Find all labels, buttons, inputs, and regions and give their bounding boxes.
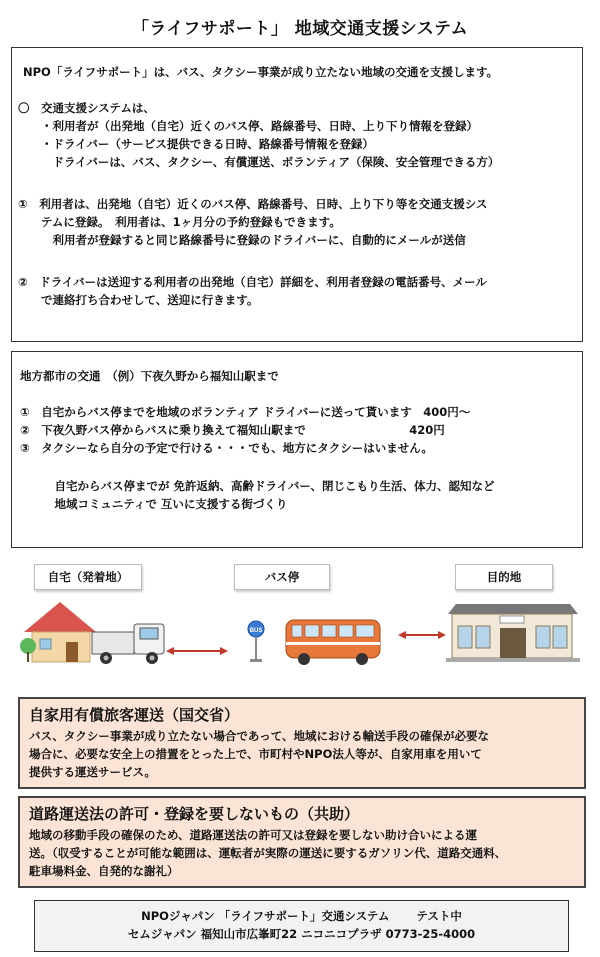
page-title: 「ライフサポート」 地域交通支援システム: [131, 19, 469, 39]
paid-transport-line: 場合に、必要な安全上の措置をとった上で、市町村やNPO法人等が、自家用車を用いて: [29, 747, 482, 761]
double-arrow-icon: [166, 647, 228, 655]
overview-line: ② ドライバーは送迎する利用者の出発地（自宅）詳細を、利用者登録の電話番号、メール: [18, 275, 487, 289]
footer-address-line: セムジャパン 福知山市広峯町22 ニコニコプラザ 0773-25-4000: [127, 927, 476, 941]
overview-line: 〇 交通支援システムは、: [18, 101, 155, 115]
double-arrow-icon: [398, 631, 446, 639]
overview-line: ドライバーは、バス、タクシー、有償運送、ボランティア（保険、安全管理できる方）: [18, 155, 500, 169]
example-line: 自宅からバス停までが 免許返納、高齢ドライバー、閉じこもり生活、体力、認知など: [20, 479, 495, 493]
mutual-aid-line: 地域の移動手段の確保のため、道路運送法の許可又は登録を要しない助け合いによる運: [29, 828, 478, 842]
house-icon: [20, 602, 96, 662]
example-line: ② 下夜久野バス停からバスに乗り換えて福知山駅まで 420円: [20, 423, 445, 437]
paid-transport-line: バス、タクシー事業が成り立たない場合であって、地域における輸送手段の確保が必要な: [29, 729, 489, 743]
overview-line: 利用者が登録すると同じ路線番号に登録のドライバーに、自動的にメールが送信: [18, 233, 466, 247]
intro-text: NPO「ライフサポート」は、バス、タクシー事業が成り立たない地域の交通を支援します。: [23, 65, 499, 79]
bus-icon: [286, 620, 380, 665]
svg-text:BUS: BUS: [249, 628, 263, 634]
footer-org-line: NPOジャパン 「ライフサポート」交通システム テスト中: [141, 909, 462, 923]
destination-label: 目的地: [455, 564, 553, 590]
example-heading: 地方都市の交通 （例）下夜久野から福知山駅まで: [20, 369, 279, 383]
paid-transport-line: 提供する運送サービス。: [29, 765, 156, 779]
example-box: [11, 351, 583, 548]
system-overview-box: [11, 47, 583, 342]
overview-line: テムに登録。 利用者は、1ヶ月分の予約登録もできます。: [18, 215, 341, 229]
example-line: 地域コミュニティで 互いに支援する街づくり: [20, 497, 288, 511]
mutual-aid-box: [18, 796, 586, 888]
example-line: ① 自宅からバス停までを地域のボランティア ドライバーに送って貰います 400円～: [20, 405, 471, 419]
overview-line: ・ドライバー（サービス提供できる日時、路線番号情報を登録）: [18, 137, 374, 151]
bus-stop-sign-icon: [248, 621, 264, 662]
overview-line: ① 利用者は、出発地（自宅）近くのバス停、路線番号、日時、上り下り等を交通支援シス: [18, 197, 488, 211]
station-icon: [446, 604, 580, 662]
footer-contact: [34, 900, 569, 952]
home-label: 自宅（発着地）: [34, 564, 142, 590]
truck-icon: [92, 624, 164, 664]
mutual-aid-heading: 道路運送法の許可・登録を要しないもの（共助）: [29, 805, 360, 823]
bus-stop-label: バス停: [234, 564, 330, 590]
mutual-aid-line: 送。（収受することが可能な範囲は、運転者が実際の運送に要するガソリン代、道路交通料、: [29, 846, 507, 860]
transport-flow-illustration: [0, 592, 600, 687]
overview-line: で連絡打ち合わせして、送迎に行きます。: [18, 293, 259, 307]
paid-transport-heading: 自家用有償旅客運送（国交省）: [29, 706, 240, 724]
mutual-aid-line: 駐車場料金、自発的な謝礼）: [29, 864, 179, 878]
example-line: ③ タクシーなら自分の予定で行ける・・・でも、地方にタクシーはいません。: [20, 441, 433, 455]
paid-transport-box: [18, 697, 586, 789]
overview-line: ・利用者が（出発地（自宅）近くのバス停、路線番号、日時、上り下り情報を登録）: [18, 119, 478, 133]
